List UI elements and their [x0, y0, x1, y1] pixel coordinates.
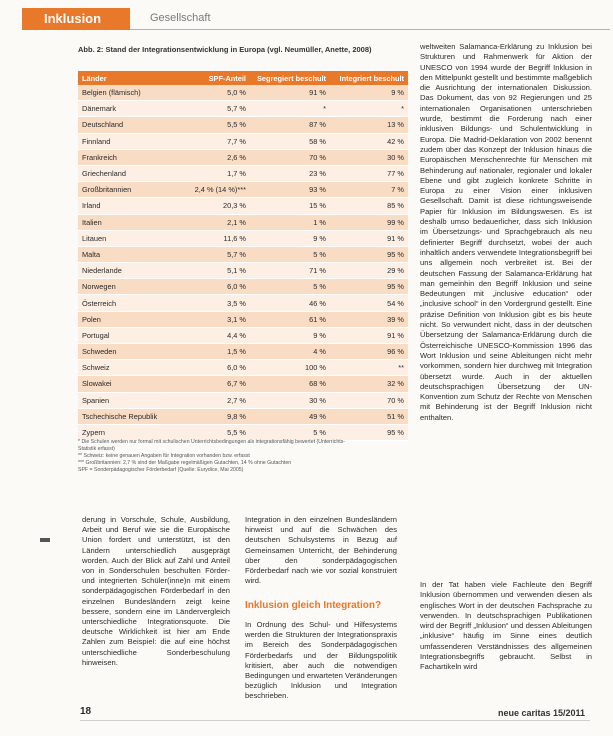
table-cell: 51 %	[330, 408, 408, 424]
footnote: SPF = Sonderpädagogischer Förderbedarf (Quelle: Eurydice, Mai 2005)	[78, 467, 244, 473]
table-cell: Slowakei	[78, 376, 170, 392]
table-cell: 5,7 %	[170, 246, 250, 262]
table-row	[78, 408, 408, 424]
table-cell: 5,0 %	[170, 85, 250, 101]
table-cell: 5,5 %	[170, 117, 250, 133]
table-row	[78, 311, 408, 327]
table-cell: 9 %	[250, 327, 330, 343]
margin-mark-icon	[40, 536, 50, 544]
table-cell: Griechenland	[78, 165, 170, 181]
table-cell: 91 %	[330, 230, 408, 246]
table-row	[78, 295, 408, 311]
table-cell: 100 %	[250, 360, 330, 376]
table-cell: 91 %	[330, 327, 408, 343]
table-cell: 91 %	[250, 85, 330, 101]
table-row	[78, 85, 408, 101]
table-cell: 71 %	[250, 263, 330, 279]
table-cell: 7,7 %	[170, 133, 250, 149]
table-cell: Großbritannien	[78, 182, 170, 198]
table-header-row	[78, 71, 408, 85]
table-cell: 6,0 %	[170, 279, 250, 295]
category-label: Gesellschaft	[150, 12, 211, 24]
column-header: Länder	[78, 71, 170, 85]
table-cell: 15 %	[250, 198, 330, 214]
table-cell: **	[330, 360, 408, 376]
table-cell: 20,3 %	[170, 198, 250, 214]
footnote: *** Großbritannien: 2,7 % sind der Maßgabe regelmäßigen Gutachten, 14 % ohne Gutachten	[78, 460, 292, 466]
table-row	[78, 360, 408, 376]
table-cell: Österreich	[78, 295, 170, 311]
table-row	[78, 263, 408, 279]
page-number: 18	[80, 706, 92, 717]
table-cell: 4 %	[250, 344, 330, 360]
table-cell: 5 %	[250, 424, 330, 440]
body-column-middle: Integration in den einzelnen Bundesländern hinweist und auf die Schwächen des deutschen Schulsystems in Bezug auf Gemeinsamen Unterricht, der Behinderung über den sonderpädagogischen Förderbedarf nach wie vor sozial konstruiert wird.	[245, 515, 397, 586]
section-tab	[22, 8, 130, 30]
table-cell: 1 %	[250, 214, 330, 230]
column-header: Integriert beschult	[330, 71, 408, 85]
table-row	[78, 246, 408, 262]
footnote: Statistik erfasst)	[78, 446, 115, 452]
page-header	[22, 8, 613, 30]
table-cell: 99 %	[330, 214, 408, 230]
table-cell: Spanien	[78, 392, 170, 408]
table-cell: 61 %	[250, 311, 330, 327]
table-cell: Litauen	[78, 230, 170, 246]
table-row	[78, 214, 408, 230]
table-cell: 68 %	[250, 376, 330, 392]
table-row	[78, 392, 408, 408]
table-cell: Polen	[78, 311, 170, 327]
table-cell: 5,1 %	[170, 263, 250, 279]
table-cell: 96 %	[330, 344, 408, 360]
table-cell: 5,5 %	[170, 424, 250, 440]
body-column-middle-continued: In Ordnung des Schul- und Hilfesystems werden die Strukturen der Integrationspraxis im Bereich des Sonderpädagogischen Förderbedarfs und der Bildungspolitik kritisiert, aber auch die notwendigen Bedingungen und erwarteten Veränderungen bezüglich Inklusion und Integration beschrieben.	[245, 620, 397, 701]
table-row	[78, 117, 408, 133]
table-row	[78, 279, 408, 295]
table-cell: Frankreich	[78, 149, 170, 165]
table-row	[78, 230, 408, 246]
table-cell: 70 %	[330, 392, 408, 408]
table-cell: 9 %	[330, 85, 408, 101]
table-cell: 5,7 %	[170, 101, 250, 117]
table-cell: 95 %	[330, 424, 408, 440]
table-cell: 3,1 %	[170, 311, 250, 327]
header-rule	[130, 29, 610, 30]
magazine-brand: neue caritas 15/2011	[498, 708, 586, 718]
table-cell: 9 %	[250, 230, 330, 246]
table-row	[78, 149, 408, 165]
table-row	[78, 165, 408, 181]
table-cell: Irland	[78, 198, 170, 214]
table-cell: 46 %	[250, 295, 330, 311]
table-cell: 13 %	[330, 117, 408, 133]
table-cell: *	[250, 101, 330, 117]
table-cell: 2,1 %	[170, 214, 250, 230]
column-header: Segregiert beschult	[250, 71, 330, 85]
footnote: ** Schweiz: keine genauen Angaben für Integration vorhanden bzw. erfasst	[78, 453, 250, 459]
table-cell: 23 %	[250, 165, 330, 181]
table-row	[78, 198, 408, 214]
table-cell: Niederlande	[78, 263, 170, 279]
table-cell: 3,5 %	[170, 295, 250, 311]
table-cell: 70 %	[250, 149, 330, 165]
body-column-left: derung in Vorschule, Schule, Ausbildung, Arbeit und Beruf wie sie die Europäische Union fordert und unterstützt, ist den Ländern unterschiedlich ausgeprägt worden. Auch der Blick auf Zahl und Anteil von in Sonderschulen beschulten Förder- und integrierten Schüler(inne)n mit einem sonderpädagogischen Förderbedarf in den einzelnen Bundesländern zeigt keine bessere, sondern eine im Ländervergleich unterschiedliche Integrationsquote. Die deutsche Wirklichkeit ist hier am Ende Zahlen zum Beispiel: die auf eine höchst unterschiedliche Sonderbeschulung hinweisen.	[82, 515, 230, 667]
table-cell: 7 %	[330, 182, 408, 198]
table-cell: Schweden	[78, 344, 170, 360]
table-cell: Dänemark	[78, 101, 170, 117]
table-cell: 85 %	[330, 198, 408, 214]
table-row	[78, 376, 408, 392]
table-cell: 5 %	[250, 279, 330, 295]
table-cell: 30 %	[250, 392, 330, 408]
table-cell: Malta	[78, 246, 170, 262]
table-cell: 42 %	[330, 133, 408, 149]
section-title: Inklusion	[44, 11, 102, 26]
table-cell: Belgien (flämisch)	[78, 85, 170, 101]
table-cell: Norwegen	[78, 279, 170, 295]
table-cell: Deutschland	[78, 117, 170, 133]
table-cell: Italien	[78, 214, 170, 230]
table-cell: 6,0 %	[170, 360, 250, 376]
table-row	[78, 182, 408, 198]
table-cell: Portugal	[78, 327, 170, 343]
table-cell: 95 %	[330, 279, 408, 295]
table-cell: 95 %	[330, 246, 408, 262]
body-column-right: weltweiten Salamanca-Erklärung zu Inklusion bei Strukturen und Rahmenwerk für Aktion der UNESCO von 1994 wurde der Begriff Inklusion in den Mittelpunkt gestellt und bestimmte maßgeblich die Ausrichtung der internationalen Diskussion. Das Dokument, das von 92 Regierungen und 25 internationalen Organisationen unterschrieben wurde, bestimmt die Forderung nach einer inklusiven Bildungs- und Schulentwicklung in Europa. Die Madrid-Deklaration von 2002 benennt zudem über das Konzept der Inklusion hinaus die Europäischen Menschenrechte für Menschen mit Behinderung auf nationaler, regionaler und lokaler Ebene und gibt zugleich konkrete Schritte in Europa zu einer Vision einer inklusiven Gesellschaft. Damit ist diese richtungsweisende Papier für Inklusion im Bildungswesen. Es ist deshalb umso bedauerlicher, dass sich Inklusion im Übersetzungs- und Sprachgebrauch als neu definierter Begriff durchsetzt, wobei der auch inhaltlich anders verwendete Integrationsbegriff bei uns allgemein noch verbreitet ist. Bei der deutschen Fassung der Salamanca-Erklärung hat man gemeinhin den Begriff Inklusion und seine Bedeutungen mit „inclusive education“ oder „inclusive school“ in den Vordergrund gestellt. Eine präzise Definition von Inklusion gibt es bis heute nicht. So verwundert nicht, dass in der deutschen Übersetzung der Salamanca-Erklärung durch die Österreichische UNESCO-Kommission 1996 das Wort Inklusion und seine Ableitungen nicht mehr vorkommen, sondern hier durchweg mit Integration übersetzt wurde. Auch in der aktuellen deutschsprachigen Übersetzung der UN-Konvention zum Schutz der Rechte von Menschen mit Behinderung ist der Begriff Inklusion nicht enthalten.	[420, 42, 592, 422]
table-cell: 2,6 %	[170, 149, 250, 165]
table-cell: 4,4 %	[170, 327, 250, 343]
table-cell: 9,8 %	[170, 408, 250, 424]
integration-table	[78, 71, 408, 441]
footer-rule	[80, 720, 590, 721]
table-cell: 29 %	[330, 263, 408, 279]
table-row	[78, 133, 408, 149]
table-cell: 93 %	[250, 182, 330, 198]
table-cell: 77 %	[330, 165, 408, 181]
table-cell: 6,7 %	[170, 376, 250, 392]
table-row	[78, 101, 408, 117]
table-cell: 30 %	[330, 149, 408, 165]
table-row	[78, 344, 408, 360]
table-cell: *	[330, 101, 408, 117]
table-cell: 49 %	[250, 408, 330, 424]
table-cell: 2,7 %	[170, 392, 250, 408]
section-subheading: Inklusion gleich Integration?	[245, 600, 382, 611]
table-cell: 32 %	[330, 376, 408, 392]
column-header: SPF-Anteil	[170, 71, 250, 85]
table-cell: 2,4 % (14 %)***	[170, 182, 250, 198]
table-cell: 5 %	[250, 246, 330, 262]
table-row	[78, 327, 408, 343]
body-column-right-continued: In der Tat haben viele Fachleute den Begriff Inklusion übernommen und verwenden diesen als englisches Wort in der deutschen Fachsprache zu verwenden. In deutschsprachigen Publikationen wird der Begriff „Inklusion“ und dessen Ableitungen „inklusive“ häufig im Sinne eines deutlich umfassenderen Verständnisses des allgemeinen Integrationsbegriffs gebraucht. Selbst in Fachartikeln wird	[420, 580, 592, 672]
table-caption: Abb. 2: Stand der Integrationsentwicklung in Europa (vgl. Neumüller, Anette, 2008)	[78, 45, 372, 54]
table-cell: 87 %	[250, 117, 330, 133]
table-cell: Finnland	[78, 133, 170, 149]
table-cell: 54 %	[330, 295, 408, 311]
footnote: * Die Schulen werden nur formal mit schulischen Unterrichtsbedingungen als integrationsfähig bewertet (Unterrichts-	[78, 439, 345, 445]
table-cell: 1,7 %	[170, 165, 250, 181]
table-cell: 1,5 %	[170, 344, 250, 360]
table-cell: 11,6 %	[170, 230, 250, 246]
table-cell: 58 %	[250, 133, 330, 149]
table-cell: Zypern	[78, 424, 170, 440]
table-cell: Schweiz	[78, 360, 170, 376]
table-cell: 39 %	[330, 311, 408, 327]
table-cell: Tschechische Republik	[78, 408, 170, 424]
